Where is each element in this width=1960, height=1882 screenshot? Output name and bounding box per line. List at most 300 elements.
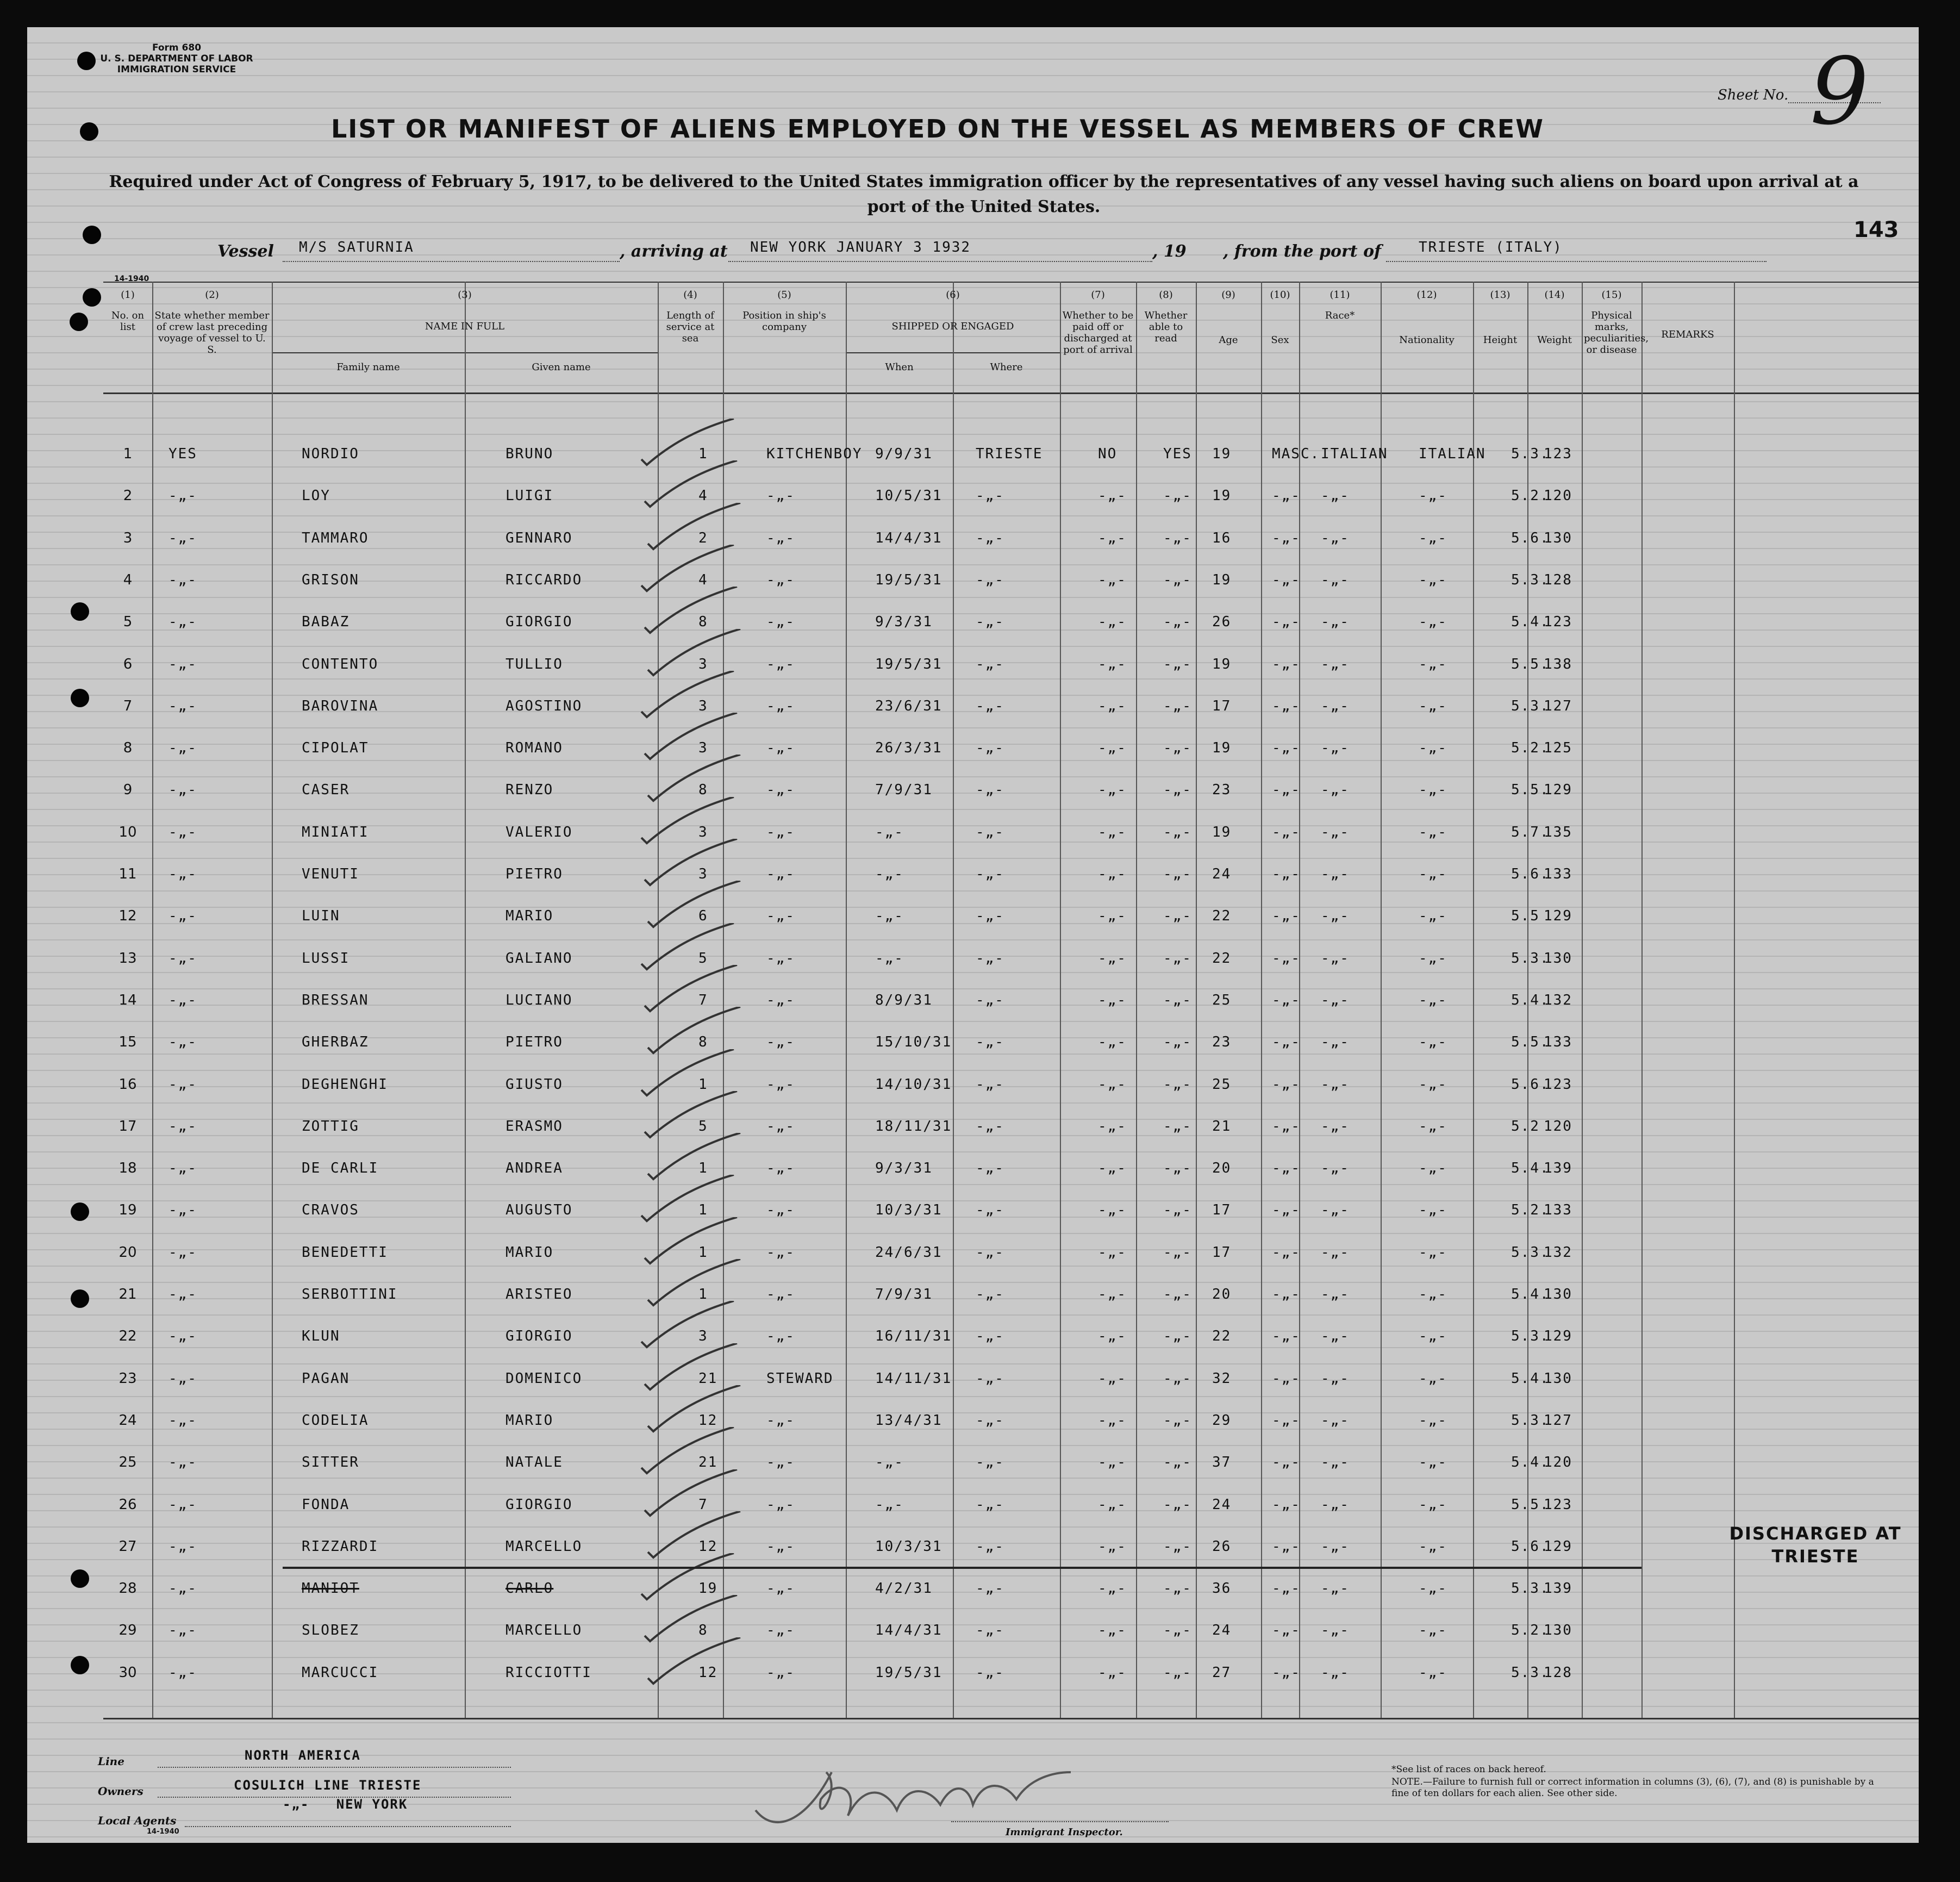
cell-paid-off: -„- (1098, 992, 1127, 1008)
cell-position: -„- (766, 782, 795, 799)
column-divider (1734, 282, 1735, 1718)
cell-able-to-read: -„- (1163, 656, 1192, 672)
cell-age: 22 (1212, 950, 1232, 967)
row-number: 8 (123, 740, 133, 757)
cell-age: 20 (1212, 1160, 1232, 1177)
cell-shipped-when: 9/3/31 (875, 614, 933, 631)
cell-shipped-where: -„- (976, 908, 1004, 925)
cell-age: 26 (1212, 1538, 1232, 1555)
cell-height: 5.4. (1511, 1160, 1550, 1177)
column-header-label: REMARKS (1661, 329, 1714, 340)
cell-paid-off: -„- (1098, 740, 1127, 757)
department-name: U. S. DEPARTMENT OF LABOR (100, 53, 253, 64)
column-header-label: Age (1219, 334, 1238, 346)
cell-height: 5.6. (1511, 1538, 1550, 1555)
column-header-label: SHIPPED OR ENGAGED (891, 321, 1014, 332)
cell-age: 36 (1212, 1580, 1232, 1597)
binder-hole (71, 1289, 89, 1308)
binder-hole (70, 313, 88, 331)
cell-sex: -„- (1272, 1370, 1301, 1387)
cell-prev-voyage: -„- (168, 1370, 197, 1387)
row-number: 16 (118, 1076, 137, 1093)
cell-given-name: VALERIO (505, 824, 573, 840)
cell-age: 16 (1212, 529, 1232, 546)
cell-given-name: RICCIOTTI (505, 1664, 592, 1681)
cell-sex: -„- (1272, 1328, 1301, 1345)
cell-shipped-where: TRIESTE (976, 446, 1043, 462)
cell-prev-voyage: YES (168, 446, 197, 462)
column-header-label: Weight (1537, 334, 1572, 346)
cell-given-name: MARIO (505, 908, 554, 925)
cell-prev-voyage: -„- (168, 1202, 197, 1219)
cell-height: 5.4. (1511, 1454, 1550, 1471)
cell-race: -„- (1321, 824, 1350, 840)
cell-shipped-where: -„- (976, 782, 1004, 799)
row-28-strike-line (283, 1567, 1641, 1569)
cell-height: 5.4. (1511, 614, 1550, 631)
cell-service-length: 3 (698, 740, 708, 757)
cell-position: -„- (766, 1076, 795, 1093)
cell-prev-voyage: -„- (168, 1580, 197, 1597)
cell-shipped-where: -„- (976, 1412, 1004, 1429)
cell-paid-off: -„- (1098, 1580, 1127, 1597)
cell-sex: -„- (1272, 1160, 1301, 1177)
cell-sex: -„- (1272, 488, 1301, 504)
cell-sex: -„- (1272, 866, 1301, 882)
cell-able-to-read: -„- (1163, 824, 1192, 840)
cell-race: -„- (1321, 1412, 1350, 1429)
column-header-label: Whether to be paid off or discharged at port of arrival (1062, 310, 1134, 356)
cell-height: 5.3. (1511, 1328, 1550, 1345)
cell-nationality: -„- (1419, 782, 1447, 799)
footer-owners-label: Owners (98, 1785, 143, 1798)
cell-shipped-when: 7/9/31 (875, 782, 933, 799)
service-name: IMMIGRATION SERVICE (117, 64, 236, 75)
cell-given-name: ROMANO (505, 740, 563, 757)
cell-nationality: -„- (1419, 1034, 1447, 1051)
cell-height: 5.3. (1511, 1664, 1550, 1681)
row-number: 3 (123, 529, 133, 546)
cell-sex: -„- (1272, 1244, 1301, 1261)
cell-shipped-when: 24/6/31 (875, 1244, 942, 1261)
cell-weight: 120 (1544, 1118, 1572, 1135)
cell-position: -„- (766, 1286, 795, 1303)
cell-shipped-where: -„- (976, 1118, 1004, 1135)
footer-line-label: Line (98, 1755, 124, 1768)
cell-able-to-read: -„- (1163, 1664, 1192, 1681)
cell-height: 5.3. (1511, 950, 1550, 967)
cell-able-to-read: -„- (1163, 1286, 1192, 1303)
cell-shipped-when: 13/4/31 (875, 1412, 942, 1429)
cell-height: 5.3. (1511, 446, 1550, 462)
cell-shipped-where: -„- (976, 1328, 1004, 1345)
cell-height: 5.6. (1511, 529, 1550, 546)
cell-position: -„- (766, 824, 795, 840)
cell-height: 5.6. (1511, 866, 1550, 882)
cell-sex: -„- (1272, 950, 1301, 967)
cell-prev-voyage: -„- (168, 1664, 197, 1681)
binder-hole (71, 1569, 89, 1588)
column-divider (465, 352, 466, 1718)
cell-able-to-read: -„- (1163, 1328, 1192, 1345)
from-port-line (1386, 261, 1767, 262)
column-number: (9) (1221, 289, 1235, 301)
cell-paid-off: -„- (1098, 1538, 1127, 1555)
row-number: 23 (118, 1370, 137, 1387)
column-header-label: Race* (1325, 310, 1355, 321)
row-number: 1 (123, 446, 133, 462)
cell-family-name: SERBOTTINI (302, 1286, 398, 1303)
cell-paid-off: -„- (1098, 1244, 1127, 1261)
row-number: 7 (123, 697, 133, 714)
column-number: (11) (1329, 289, 1350, 301)
table-bottom-border (103, 1718, 1919, 1719)
cell-able-to-read: -„- (1163, 782, 1192, 799)
cell-family-name: LUIN (302, 908, 340, 925)
cell-nationality: -„- (1419, 1664, 1447, 1681)
cell-able-to-read: -„- (1163, 1454, 1192, 1471)
column-number: (5) (777, 289, 791, 301)
cell-given-name: GIORGIO (505, 614, 573, 631)
cell-able-to-read: -„- (1163, 1622, 1192, 1639)
cell-race: -„- (1321, 1034, 1350, 1051)
cell-position: -„- (766, 1496, 795, 1513)
cell-shipped-when: 14/10/31 (875, 1076, 952, 1093)
cell-family-name: MANIOT (302, 1580, 359, 1597)
cell-race: -„- (1321, 992, 1350, 1008)
cell-height: 5.4. (1511, 1370, 1550, 1387)
cell-family-name: BAROVINA (302, 697, 379, 714)
cell-nationality: -„- (1419, 1160, 1447, 1177)
cell-given-name: ERASMO (505, 1118, 563, 1135)
cell-height: 5.3. (1511, 1412, 1550, 1429)
cell-prev-voyage: -„- (168, 529, 197, 546)
cell-sex: -„- (1272, 571, 1301, 588)
cell-nationality: -„- (1419, 1328, 1447, 1345)
check-mark-icon (637, 1637, 746, 1686)
column-header-label: Sex (1271, 334, 1289, 346)
cell-paid-off: -„- (1098, 488, 1127, 504)
sheet-number: 9 (1810, 38, 1869, 146)
cell-age: 26 (1212, 614, 1232, 631)
cell-service-length: 3 (698, 866, 708, 882)
cell-nationality: -„- (1419, 1538, 1447, 1555)
cell-family-name: ZOTTIG (302, 1118, 359, 1135)
cell-able-to-read: -„- (1163, 1076, 1192, 1093)
cell-nationality: -„- (1419, 1202, 1447, 1219)
cell-service-length: 5 (698, 1118, 708, 1135)
sheet-label: Sheet No. (1718, 87, 1789, 103)
cell-age: 23 (1212, 1034, 1232, 1051)
manifest-sheet (27, 27, 1919, 1843)
cell-prev-voyage: -„- (168, 1454, 197, 1471)
cell-paid-off: -„- (1098, 1328, 1127, 1345)
cell-shipped-where: -„- (976, 1160, 1004, 1177)
column-header-label: Nationality (1399, 334, 1455, 346)
cell-family-name: DE CARLI (302, 1160, 379, 1177)
cell-family-name: KLUN (302, 1328, 340, 1345)
cell-weight: 133 (1544, 1034, 1572, 1051)
cell-weight: 125 (1544, 740, 1572, 757)
row-number: 14 (118, 992, 137, 1008)
cell-shipped-where: -„- (976, 1370, 1004, 1387)
cell-service-length: 7 (698, 1496, 708, 1513)
cell-weight: 130 (1544, 529, 1572, 546)
cell-shipped-where: -„- (976, 740, 1004, 757)
inspector-label: Immigrant Inspector. (1006, 1827, 1123, 1838)
cell-nationality: -„- (1419, 1244, 1447, 1261)
cell-weight: 135 (1544, 824, 1572, 840)
cell-position: -„- (766, 1454, 795, 1471)
footer-line-underline (158, 1767, 511, 1768)
cell-age: 19 (1212, 824, 1232, 840)
cell-able-to-read: -„- (1163, 908, 1192, 925)
row-number: 20 (118, 1244, 137, 1261)
cell-race: -„- (1321, 950, 1350, 967)
row-number: 18 (118, 1160, 137, 1177)
column-divider (1381, 282, 1382, 1718)
cell-given-name: TULLIO (505, 656, 563, 672)
cell-weight: 129 (1544, 1538, 1572, 1555)
cell-shipped-when: -„- (875, 950, 904, 967)
cell-service-length: 7 (698, 992, 708, 1008)
column-divider (846, 282, 847, 1718)
cell-race: -„- (1321, 908, 1350, 925)
cell-race: -„- (1321, 1160, 1350, 1177)
cell-shipped-when: -„- (875, 866, 904, 882)
column-number: (7) (1091, 289, 1105, 301)
cell-position: -„- (766, 529, 795, 546)
cell-weight: 123 (1544, 1496, 1572, 1513)
cell-prev-voyage: -„- (168, 1538, 197, 1555)
cell-nationality: -„- (1419, 571, 1447, 588)
column-divider (1261, 282, 1262, 1718)
cell-race: -„- (1321, 1328, 1350, 1345)
column-divider (1473, 282, 1474, 1718)
cell-given-name: RICCARDO (505, 571, 583, 588)
column-divider (152, 282, 153, 1718)
cell-height: 5.2. (1511, 740, 1550, 757)
column-header-label: Physical marks, peculiarities, or disease (1584, 310, 1649, 356)
cell-shipped-where: -„- (976, 992, 1004, 1008)
cell-paid-off: -„- (1098, 1286, 1127, 1303)
cell-shipped-where: -„- (976, 488, 1004, 504)
cell-prev-voyage: -„- (168, 1160, 197, 1177)
binder-hole (83, 288, 101, 307)
cell-position: -„- (766, 614, 795, 631)
column-number: (13) (1490, 289, 1510, 301)
cell-sex: -„- (1272, 1580, 1301, 1597)
year-label: , 19 (1152, 242, 1187, 261)
cell-given-name: AUGUSTO (505, 1202, 573, 1219)
cell-able-to-read: -„- (1163, 1118, 1192, 1135)
cell-position: -„- (766, 697, 795, 714)
row-number: 28 (118, 1580, 137, 1597)
cell-age: 29 (1212, 1412, 1232, 1429)
cell-weight: 138 (1544, 656, 1572, 672)
cell-position: -„- (766, 1664, 795, 1681)
cell-weight: 132 (1544, 1244, 1572, 1261)
cell-given-name: AGOSTINO (505, 697, 583, 714)
cell-able-to-read: -„- (1163, 1160, 1192, 1177)
cell-family-name: CASER (302, 782, 350, 799)
cell-shipped-when: -„- (875, 1454, 904, 1471)
cell-prev-voyage: -„- (168, 1034, 197, 1051)
cell-nationality: -„- (1419, 614, 1447, 631)
cell-able-to-read: -„- (1163, 1034, 1192, 1051)
row-number: 6 (123, 656, 133, 672)
cell-paid-off: NO (1098, 446, 1118, 462)
cell-shipped-when: 26/3/31 (875, 740, 942, 757)
cell-race: -„- (1321, 529, 1350, 546)
cell-paid-off: -„- (1098, 782, 1127, 799)
from-port-value: TRIESTE (ITALY) (1419, 239, 1563, 255)
cell-nationality: -„- (1419, 740, 1447, 757)
cell-sex: -„- (1272, 782, 1301, 799)
cell-given-name: MARIO (505, 1244, 554, 1261)
arriving-label: , arriving at (620, 242, 728, 261)
cell-weight: 128 (1544, 1664, 1572, 1681)
cell-weight: 130 (1544, 1622, 1572, 1639)
cell-prev-voyage: -„- (168, 1118, 197, 1135)
cell-shipped-where: -„- (976, 1622, 1004, 1639)
footer-owners-value: COSULICH LINE TRIESTE (234, 1778, 422, 1793)
cell-position: -„- (766, 571, 795, 588)
cell-service-length: 12 (698, 1664, 718, 1681)
cell-paid-off: -„- (1098, 1622, 1127, 1639)
cell-age: 19 (1212, 656, 1232, 672)
cell-height: 5.3. (1511, 1244, 1550, 1261)
column-header-label: Position in ship's company (742, 310, 826, 333)
cell-given-name: MARCELLO (505, 1538, 583, 1555)
cell-nationality: -„- (1419, 1412, 1447, 1429)
cell-sex: -„- (1272, 697, 1301, 714)
cell-paid-off: -„- (1098, 1034, 1127, 1051)
cell-position: -„- (766, 950, 795, 967)
cell-paid-off: -„- (1098, 866, 1127, 882)
cell-service-length: 3 (698, 697, 708, 714)
column-header-label: Height (1483, 334, 1518, 346)
cell-race: -„- (1321, 614, 1350, 631)
cell-shipped-when: 9/3/31 (875, 1160, 933, 1177)
arriving-value: NEW YORK JANUARY 3 1932 (750, 239, 971, 255)
cell-paid-off: -„- (1098, 1664, 1127, 1681)
cell-nationality: -„- (1419, 824, 1447, 840)
cell-sex: -„- (1272, 824, 1301, 840)
document-title: LIST OR MANIFEST OF ALIENS EMPLOYED ON THE VESSEL AS MEMBERS OF CREW (330, 114, 1544, 144)
cell-family-name: DEGHENGHI (302, 1076, 388, 1093)
cell-shipped-when: 10/3/31 (875, 1538, 942, 1555)
cell-position: -„- (766, 1034, 795, 1051)
cell-weight: 123 (1544, 446, 1572, 462)
cell-able-to-read: -„- (1163, 571, 1192, 588)
cell-service-length: 4 (698, 488, 708, 504)
form-heading (87, 42, 266, 75)
cell-race: -„- (1321, 740, 1350, 757)
cell-able-to-read: -„- (1163, 740, 1192, 757)
cell-weight: 127 (1544, 697, 1572, 714)
table-header-border (103, 392, 1919, 394)
cell-shipped-where: -„- (976, 1580, 1004, 1597)
cell-service-length: 8 (698, 782, 708, 799)
cell-service-length: 4 (698, 571, 708, 588)
cell-able-to-read: -„- (1163, 1580, 1192, 1597)
cell-race: -„- (1321, 1286, 1350, 1303)
cell-nationality: -„- (1419, 656, 1447, 672)
cell-weight: 127 (1544, 1412, 1572, 1429)
penalty-note: NOTE.—Failure to furnish full or correct information in columns (3), (6), (7), and (8) is punishable by a fine of ten dollars for each alien. See other side. (1391, 1777, 1874, 1799)
column-header-label: Whether able to read (1144, 310, 1188, 344)
cell-prev-voyage: -„- (168, 1328, 197, 1345)
cell-able-to-read: -„- (1163, 1496, 1192, 1513)
cell-age: 32 (1212, 1370, 1232, 1387)
cell-paid-off: -„- (1098, 656, 1127, 672)
cell-nationality: -„- (1419, 1076, 1447, 1093)
cell-sex: -„- (1272, 1286, 1301, 1303)
cell-given-name: ARISTEO (505, 1286, 573, 1303)
cell-race: -„- (1321, 866, 1350, 882)
column-divider (1641, 282, 1643, 1718)
cell-sex: -„- (1272, 992, 1301, 1008)
cell-race: -„- (1321, 1076, 1350, 1093)
cell-sex: -„- (1272, 1454, 1301, 1471)
cell-age: 19 (1212, 571, 1232, 588)
cell-prev-voyage: -„- (168, 908, 197, 925)
row-number: 17 (118, 1118, 137, 1135)
cell-shipped-where: -„- (976, 529, 1004, 546)
cell-shipped-when: 9/9/31 (875, 446, 933, 462)
cell-given-name: GIUSTO (505, 1076, 563, 1093)
form-number: Form 680 (152, 42, 202, 53)
cell-position: -„- (766, 1244, 795, 1261)
cell-race: -„- (1321, 1664, 1350, 1681)
cell-nationality: -„- (1419, 1622, 1447, 1639)
cell-shipped-when: 15/10/31 (875, 1034, 952, 1051)
cell-height: 5.5. (1511, 656, 1550, 672)
binder-hole (83, 226, 101, 244)
cell-nationality: -„- (1419, 529, 1447, 546)
vessel-line (283, 261, 620, 262)
cell-service-length: 8 (698, 614, 708, 631)
cell-shipped-when: 14/4/31 (875, 529, 942, 546)
binder-hole (71, 689, 89, 707)
cell-race: -„- (1321, 571, 1350, 588)
cell-given-name: LUIGI (505, 488, 554, 504)
cell-height: 5.2. (1511, 1202, 1550, 1219)
row-number: 15 (118, 1034, 137, 1051)
cell-height: 5.2. (1511, 1622, 1550, 1639)
cell-age: 17 (1212, 697, 1232, 714)
cell-nationality: -„- (1419, 950, 1447, 967)
cell-shipped-when: 16/11/31 (875, 1328, 952, 1345)
cell-paid-off: -„- (1098, 908, 1127, 925)
cell-position: -„- (766, 1202, 795, 1219)
cell-service-length: 1 (698, 1202, 708, 1219)
cell-service-length: 1 (698, 1160, 708, 1177)
cell-race: -„- (1321, 1538, 1350, 1555)
cell-height: 5.3. (1511, 697, 1550, 714)
cell-age: 37 (1212, 1454, 1232, 1471)
cell-race: -„- (1321, 1580, 1350, 1597)
cell-age: 19 (1212, 488, 1232, 504)
cell-position: -„- (766, 740, 795, 757)
cell-family-name: BABAZ (302, 614, 350, 631)
row-number: 10 (118, 824, 137, 840)
row-number: 30 (118, 1664, 137, 1681)
cell-paid-off: -„- (1098, 614, 1127, 631)
cell-age: 20 (1212, 1286, 1232, 1303)
cell-height: 5.4. (1511, 992, 1550, 1008)
